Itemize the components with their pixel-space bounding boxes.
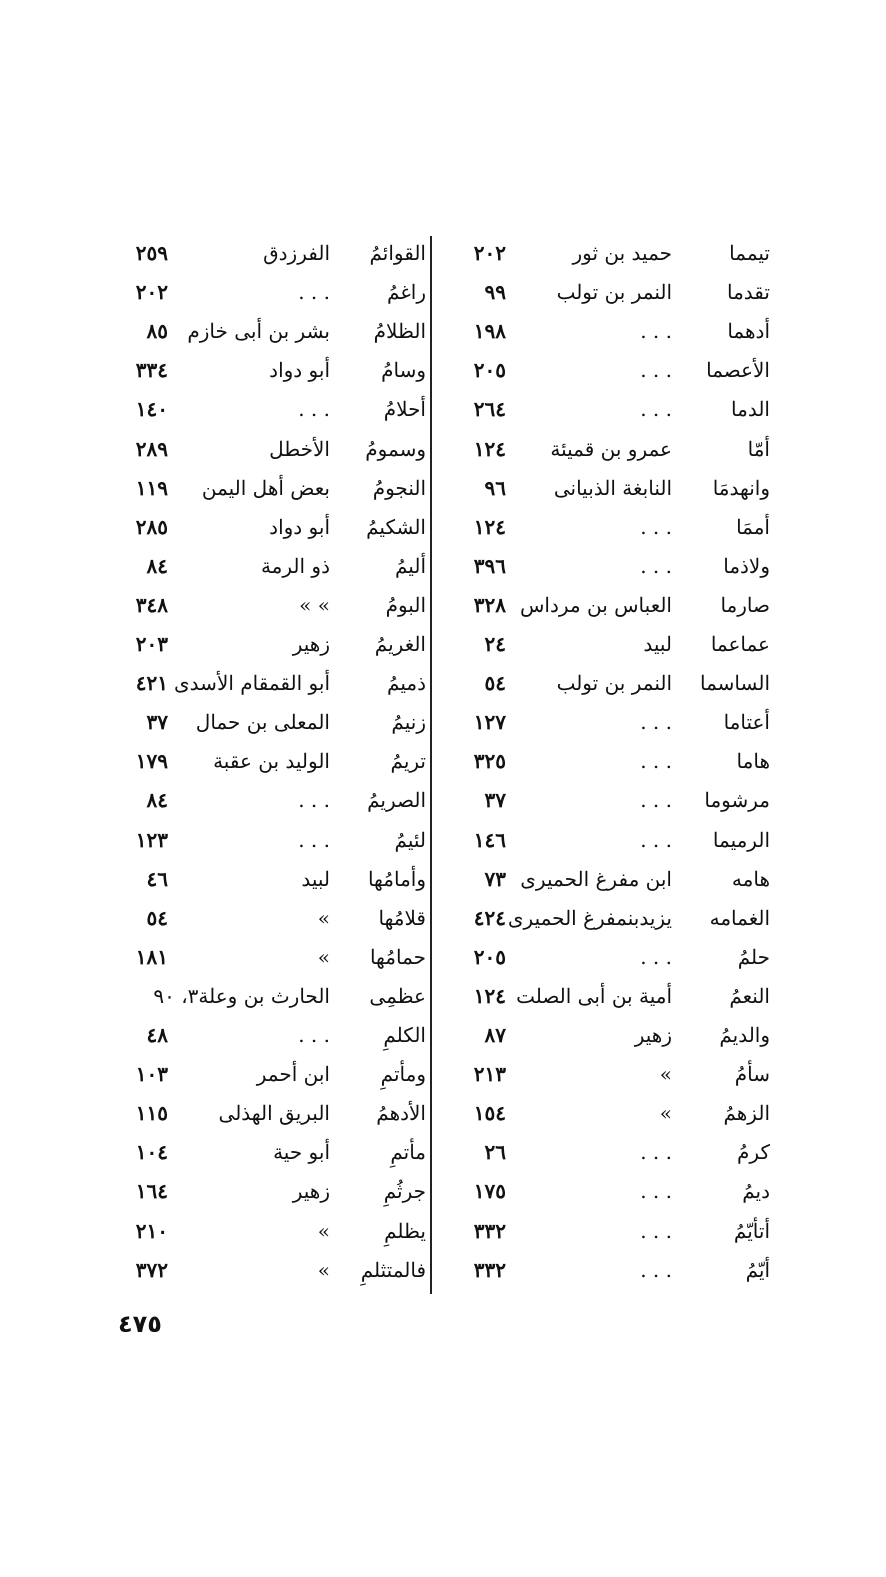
rhyme-word: أمّا [747,436,770,461]
rhyme-word: الرميما [712,827,770,852]
left-index-row [0,624,886,664]
rhyme-word: تقدما [727,280,770,305]
poet-name: بشر بن أبى خازم [187,319,330,344]
page-ref: ٢٠٥ [473,944,506,969]
page-ref: ٢١٠ [135,1218,168,1243]
poet-name: . . . [640,1257,672,1282]
poet-name: . . . [640,514,672,539]
left-index-row [0,507,886,547]
rhyme-word: عماعما [710,632,770,656]
poet-name: الأخطل [269,436,330,461]
poet-name: أبو حية [273,1140,330,1165]
poet-name: . . . [640,358,672,383]
page-ref: ٢٠٣ [135,632,168,656]
page-ref: ١٥٤ [473,1101,506,1126]
rhyme-word: أتأيّمُ [733,1218,770,1243]
page-ref: ٤٢٤ [473,905,506,930]
left-index-row [0,1015,886,1055]
rhyme-word: ومأتمِ [380,1062,426,1087]
rhyme-word: أليمُ [395,553,426,578]
poet-name: أمية بن أبى الصلت [516,983,672,1008]
poet-name: . . . [298,788,330,813]
page-ref: ٢١٣ [473,1062,506,1087]
left-index-row [0,272,886,312]
rhyme-word: وانهدمَا [712,475,770,500]
page-ref: ٣٩٦ [473,553,506,578]
poet-name: » [317,905,330,930]
left-index-row [0,859,886,899]
poet-name: أبو دواد [269,514,330,539]
page-ref: ٩٦ [484,475,506,500]
poet-name: عمرو بن قميئة [550,436,672,461]
left-index-row [0,741,886,781]
page-ref: ٢٥٩ [135,241,168,265]
left-index-row [0,1132,886,1172]
rhyme-word: الغريمُ [374,632,426,656]
poet-name: . . . [640,1140,672,1165]
page-ref: ٤٦ [146,866,168,891]
rhyme-word: أممَا [736,514,770,539]
page-number: ٤٧٥ [118,1310,162,1338]
rhyme-word: هامه [731,866,770,891]
page-ref: ٢٠٢ [473,241,506,265]
poet-name: . . . [640,944,672,969]
page-ref: ٣٣٢ [473,1218,506,1243]
page-ref: ٤٢١ [135,671,168,696]
page-ref: ٨٤ [146,788,168,813]
poet-name: ذو الرمة [260,553,330,578]
rhyme-word: أحلامُ [383,397,426,422]
rhyme-word: تريمُ [390,749,426,774]
page-ref: ٢٨٥ [135,514,168,539]
page-ref: ٣٤٨ [135,592,168,617]
page-ref: ٢٠٥ [473,358,506,383]
rhyme-word: وسامُ [381,358,426,383]
rhyme-word: أعتاما [723,710,770,735]
rhyme-word: مأتمِ [390,1140,426,1165]
left-index-row [0,389,886,429]
page-ref: ٨٥ [146,319,168,344]
page-ref: ١٨١ [135,944,168,969]
page-ref: ٩٩ [484,280,506,305]
left-index-row [0,898,886,938]
poet-name: » [317,1218,330,1243]
poet-name: » [317,944,330,969]
page-ref: ٥٤ [146,905,168,930]
poet-name: الحارث بن وعلة٣، ٩٠ [153,983,330,1008]
rhyme-word: الظلامُ [373,319,426,344]
page-ref: ١٢٤ [473,983,506,1008]
poet-name: لبيد [301,866,330,891]
rhyme-word: فالمتثلمِ [360,1257,426,1282]
rhyme-word: ولاذما [723,553,770,578]
page-ref: ١٢٧ [473,710,506,735]
rhyme-word: يظلمِ [384,1218,426,1243]
page-ref: ٣٣٤ [135,358,168,383]
poet-name: النابغة الذبيانى [553,475,672,500]
poet-name: » [317,1257,330,1282]
rhyme-word: وأمامُها [367,866,426,891]
poet-name: » [659,1101,672,1126]
left-index-row [0,233,886,273]
page-ref: ١١٥ [135,1101,168,1126]
page-ref: ١٠٤ [135,1140,168,1165]
left-index-row [0,585,886,625]
poet-name: . . . [640,553,672,578]
page-ref: ١٤٠ [135,397,168,422]
left-index-row [0,1211,886,1251]
poet-name: حميد بن ثور [572,241,672,265]
page-ref: ٢٠٢ [135,280,168,305]
rhyme-word: راغمُ [387,280,426,305]
left-index-row [0,1171,886,1211]
poet-name: النمر بن تولب [556,280,672,305]
rhyme-word: والديمُ [719,1023,770,1047]
poet-name: زهير [292,1179,330,1204]
poet-name: لبيد [643,632,672,656]
page-ref: ٣٧ [484,788,506,813]
poet-name: . . . [298,280,330,305]
page-ref: ٨٤ [146,553,168,578]
poet-name: الوليد بن عقبة [213,749,330,774]
rhyme-word: الشكيمُ [366,514,426,539]
poet-name: . . . [640,397,672,422]
poet-name: أبو دواد [269,358,330,383]
poet-name: بعض أهل اليمن [201,475,330,500]
rhyme-word: حمامُها [369,944,426,969]
left-index-row [0,311,886,351]
page-ref: ٣٧ [146,710,168,735]
rhyme-word: النجومُ [372,475,426,500]
poet-name: ابن مفرغ الحميرى [520,866,672,891]
rhyme-word: كرمُ [737,1140,770,1165]
left-index-row [0,780,886,820]
page-ref: ١٢٣ [135,827,168,852]
rhyme-word: جرثُمِ [383,1179,426,1204]
poet-name: . . . [640,827,672,852]
rhyme-word: الزهمُ [723,1101,770,1126]
rhyme-word: تيمما [729,241,770,265]
rhyme-word: الأدهمُ [376,1101,426,1126]
left-index-row [0,976,886,1016]
rhyme-word: لئيمُ [394,827,426,852]
rhyme-word: أدهما [727,319,770,344]
rhyme-word: مرشوما [704,788,770,813]
page-ref: ٣٢٨ [473,592,506,617]
page-ref: ٤٨ [146,1023,168,1047]
rhyme-word: قلامُها [378,905,426,930]
page-ref: ٢٤ [484,632,506,656]
page-ref: ٨٧ [484,1023,506,1047]
poet-name: زهير [292,632,330,656]
rhyme-word: عظمِى [369,983,426,1008]
poet-name: ابن أحمر [256,1062,330,1087]
rhyme-word: زنيمُ [391,710,426,735]
poet-name: العباس بن مرداس [520,592,672,617]
poet-name: . . . [298,827,330,852]
page-ref [98,976,168,1016]
poet-name: . . . [298,1023,330,1047]
left-index-row [0,429,886,469]
rhyme-word: صارما [720,592,770,617]
left-index-row [0,1093,886,1133]
page-ref: ١٤٦ [473,827,506,852]
page-ref: ١١٩ [135,475,168,500]
left-index-row [0,937,886,977]
rhyme-word: الساسما [700,671,770,696]
poet-name: الفرزدق [263,241,330,265]
left-index-row [0,350,886,390]
page-ref: ١٦٤ [135,1179,168,1204]
page-ref: ١٧٥ [473,1179,506,1204]
rhyme-word: النعمُ [729,983,770,1008]
page-ref: ١٢٤ [473,514,506,539]
rhyme-word: ديمُ [742,1179,770,1204]
page-ref: ٢٨٩ [135,436,168,461]
rhyme-word: الأعصما [706,358,770,383]
page-ref: ٥٤ [484,671,506,696]
poet-name: . . . [640,788,672,813]
rhyme-word: الصريمُ [367,788,426,813]
left-index-row [0,468,886,508]
page-ref: ٢٦ [484,1140,506,1165]
poet-name: . . . [640,1179,672,1204]
rhyme-word: أيّمُ [745,1257,770,1282]
poet-name: البريق الهذلى [218,1101,330,1126]
page-ref: ٢٦٤ [473,397,506,422]
page-ref: ١٧٩ [135,749,168,774]
poet-name: يزيدبنمفرغ الحميرى [507,905,672,930]
left-index-row [0,546,886,586]
poet-name: » » [299,592,330,617]
rhyme-word: ذميمُ [387,671,426,696]
poet-name: زهير [634,1023,672,1047]
rhyme-word: الغمامه [709,905,770,930]
left-index-row [0,1250,886,1290]
rhyme-word: وسمومُ [365,436,426,461]
poet-name: أبو القمقام الأسدى [174,671,330,696]
rhyme-word: البومُ [385,592,426,617]
page-ref: ٣٣٢ [473,1257,506,1282]
left-index-row [0,1054,886,1094]
rhyme-word: الدما [731,397,770,422]
rhyme-word: حلمُ [737,944,770,969]
page-ref: ١٢٤ [473,436,506,461]
page-ref: ١٩٨ [473,319,506,344]
rhyme-word: الكلمِ [383,1023,426,1047]
page-ref: ٧٣ [484,866,506,891]
page-ref: ٣٢٥ [473,749,506,774]
rhyme-word: القوائمُ [369,241,426,265]
poet-name: النمر بن تولب [556,671,672,696]
poet-name: . . . [640,710,672,735]
poet-name: . . . [298,397,330,422]
poet-name: . . . [640,319,672,344]
page-ref: ١٠٣ [135,1062,168,1087]
left-index-row [0,663,886,703]
left-index-row [0,820,886,860]
rhyme-word: هاما [736,749,770,774]
left-index-row [0,702,886,742]
poet-name: » [659,1062,672,1087]
poet-name: . . . [640,1218,672,1243]
poet-name: . . . [640,749,672,774]
rhyme-word: سأمُ [734,1062,770,1087]
poet-name: المعلى بن حمال [195,710,330,735]
page-ref: ٣٧٢ [135,1257,168,1282]
